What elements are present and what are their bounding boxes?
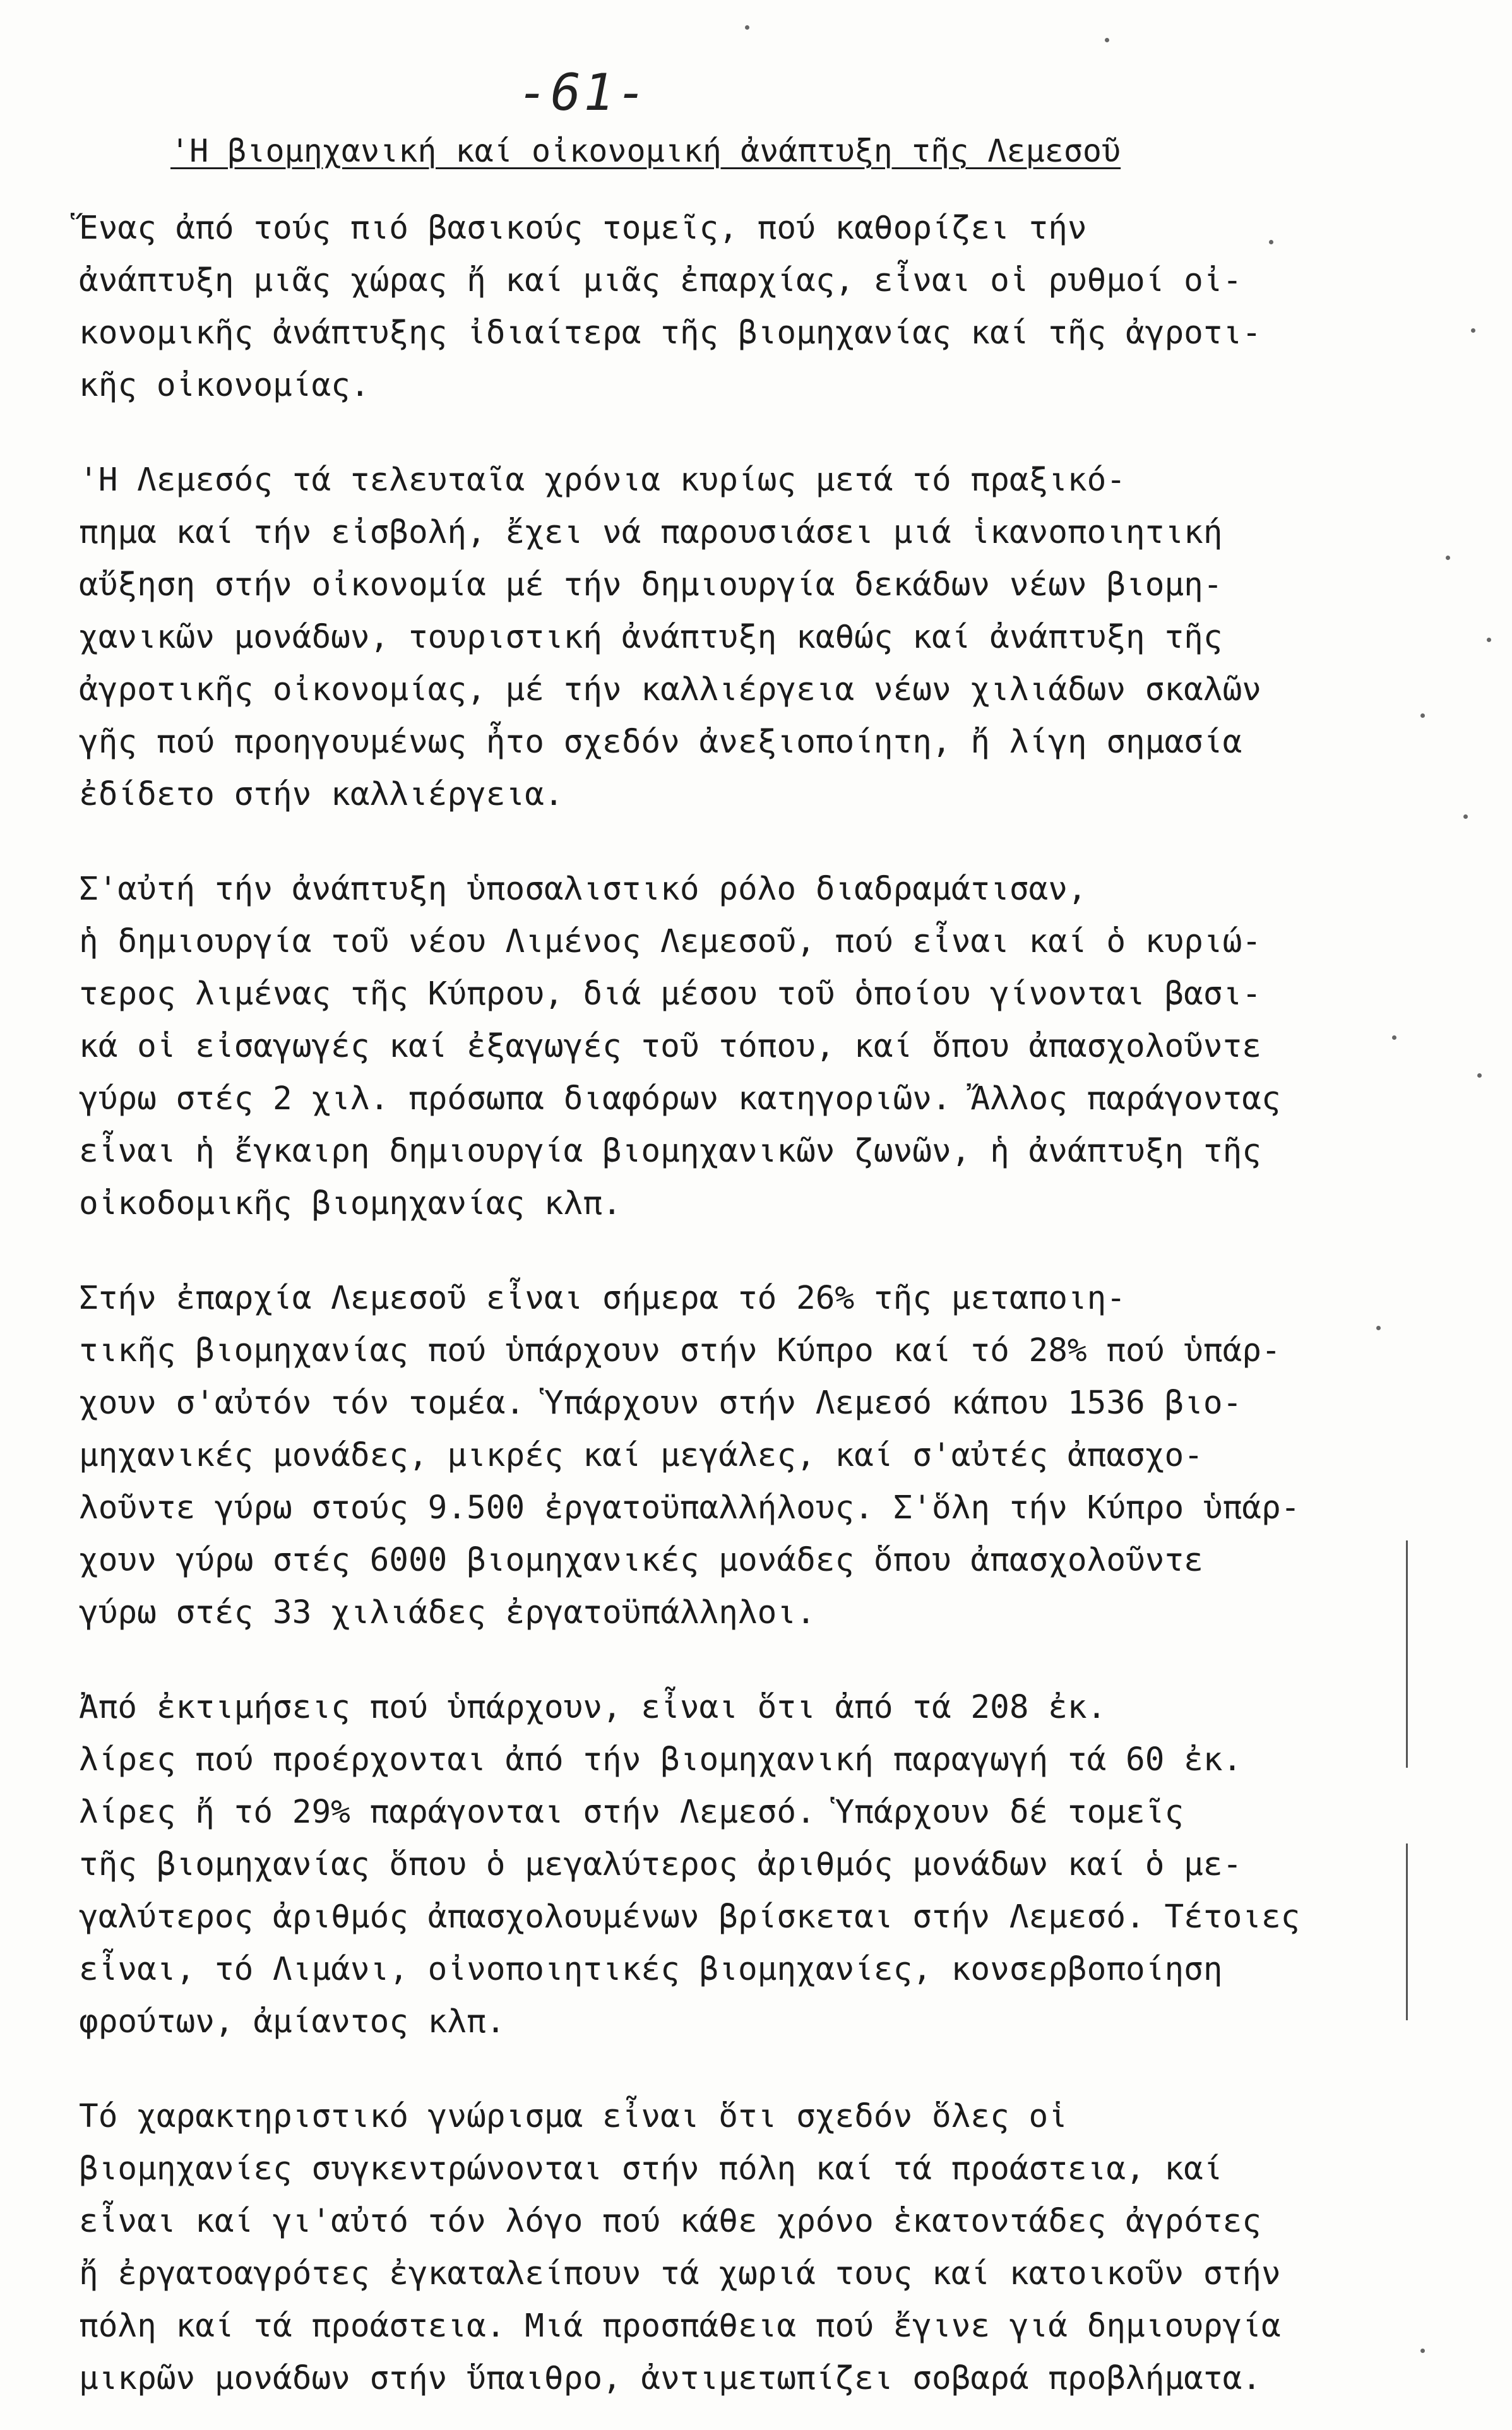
paragraph-2 [79, 454, 1354, 821]
text-line: λίρες ἤ τό 29% παράγονται στήν Λεμεσό. Ὑπάρχουν δέ τομεῖς [79, 1794, 1184, 1831]
text-line: Τό χαρακτηριστικό γνώρισμα εἶναι ὅτι σχεδόν ὅλες οἱ [79, 2098, 1068, 2135]
paragraph-6 [79, 2090, 1354, 2405]
text-line: πόλη καί τά προάστεια. Μιά προσπάθεια πού ἔγινε γιά δημιουργία [79, 2308, 1281, 2345]
paragraph-4 [79, 1272, 1354, 1639]
scan-speck [1105, 38, 1109, 42]
text-line: Ἕνας ἀπό τούς πιό βασικούς τομεῖς, πού καθορίζει τήν [79, 210, 1087, 247]
text-line: 'Η Λεμεσός τά τελευταῖα χρόνια κυρίως μετά τό πραξικό- [79, 462, 1126, 499]
scan-speck [1420, 713, 1425, 718]
scan-speck [1392, 1035, 1396, 1040]
text-line: λοῦντε γύρω στούς 9.500 ἐργατοϋπαλλήλους. Σ'ὅλη τήν Κύπρο ὑπάρ- [79, 1489, 1301, 1527]
text-line: ἐδίδετο στήν καλλιέργεια. [79, 776, 564, 813]
paragraph-1 [79, 202, 1354, 412]
text-line: γύρω στές 2 χιλ. πρόσωπα διαφόρων κατηγοριῶν. Ἄλλος παράγοντας [79, 1080, 1281, 1117]
text-line: ἡ δημιουργία τοῦ νέου Λιμένος Λεμεσοῦ, πού εἶναι καί ὁ κυριώ- [79, 923, 1261, 960]
text-line: ἀγροτικῆς οἰκονομίας, μέ τήν καλλιέργεια νέων χιλιάδων σκαλῶν [79, 671, 1261, 708]
text-line: φρούτων, ἀμίαντος κλπ. [79, 2003, 506, 2040]
scan-speck [1463, 814, 1468, 819]
text-line: μικρῶν μονάδων στήν ὕπαιθρο, ἀντιμετωπίζει σοβαρά προβλήματα. [79, 2360, 1261, 2397]
page-number: -61- [518, 63, 650, 122]
text-line: εἶναι ἡ ἔγκαιρη δημιουργία βιομηχανικῶν ζωνῶν, ἡ ἀνάπτυξη τῆς [79, 1133, 1261, 1170]
document-title: 'Η βιομηχανική καί οἰκονομική ἀνάπτυξη τῆς Λεμεσοῦ [170, 133, 1121, 169]
text-line: χουν γύρω στές 6000 βιομηχανικές μονάδες ὅπου ἀπασχολοῦντε [79, 1542, 1203, 1579]
margin-rule [1406, 1843, 1408, 2020]
document-body [79, 202, 1354, 2430]
text-line: λίρες πού προέρχονται ἀπό τήν βιομηχανική παραγωγή τά 60 ἐκ. [79, 1741, 1242, 1778]
text-line: πημα καί τήν εἰσβολή, ἔχει νά παρουσιάσει μιά ἱκανοποιητική [79, 514, 1223, 551]
scan-speck [1477, 1073, 1482, 1078]
text-line: κῆς οἰκονομίας. [79, 367, 370, 404]
text-line: ἤ ἐργατοαγρότες ἐγκαταλείπουν τά χωριά τους καί κατοικοῦν στήν [79, 2255, 1281, 2292]
text-line: γύρω στές 33 χιλιάδες ἐργατοϋπάλληλοι. [79, 1594, 816, 1631]
text-line: ἀνάπτυξη μιᾶς χώρας ἤ καί μιᾶς ἐπαρχίας, εἶναι οἱ ρυθμοί οἰ- [79, 262, 1242, 299]
scan-speck [1446, 556, 1450, 560]
text-line: Ἀπό ἐκτιμήσεις πού ὑπάρχουν, εἶναι ὅτι ἀπό τά 208 ἐκ. [79, 1689, 1107, 1726]
text-line: κονομικῆς ἀνάπτυξης ἰδιαίτερα τῆς βιομηχανίας καί τῆς ἀγροτι- [79, 314, 1261, 352]
paragraph-3 [79, 863, 1354, 1230]
text-line: μηχανικές μονάδες, μικρές καί μεγάλες, καί σ'αὐτές ἀπασχο- [79, 1437, 1203, 1474]
paragraph-5 [79, 1681, 1354, 2048]
scan-speck [1269, 240, 1273, 244]
margin-rule [1406, 1540, 1408, 1768]
scan-speck [745, 25, 749, 30]
text-line: Στήν ἐπαρχία Λεμεσοῦ εἶναι σήμερα τό 26% τῆς μεταποιη- [79, 1280, 1126, 1317]
text-line: βιομηχανίες συγκεντρώνονται στήν πόλη καί τά προάστεια, καί [79, 2150, 1223, 2188]
scan-speck [1376, 1326, 1381, 1330]
text-line: κά οἱ εἰσαγωγές καί ἐξαγωγές τοῦ τόπου, καί ὅπου ἀπασχολοῦντε [79, 1028, 1261, 1065]
scan-speck [1471, 328, 1475, 333]
text-line: χουν σ'αὐτόν τόν τομέα. Ὑπάρχουν στήν Λεμεσό κάπου 1536 βιο- [79, 1385, 1242, 1422]
text-line: Σ'αὐτή τήν ἀνάπτυξη ὑποσαλιστικό ρόλο διαδραμάτισαν, [79, 871, 1087, 908]
text-line: τερος λιμένας τῆς Κύπρου, διά μέσου τοῦ ὁποίου γίνονται βασι- [79, 975, 1261, 1013]
text-line: χανικῶν μονάδων, τουριστική ἀνάπτυξη καθώς καί ἀνάπτυξη τῆς [79, 619, 1223, 656]
text-line: αὔξηση στήν οἰκονομία μέ τήν δημιουργία δεκάδων νέων βιομη- [79, 566, 1223, 604]
scan-speck [1420, 2349, 1425, 2353]
text-line: εἶναι, τό Λιμάνι, οἰνοποιητικές βιομηχανίες, κονσερβοποίηση [79, 1951, 1223, 1988]
text-line: εἶναι καί γι'αὐτό τόν λόγο πού κάθε χρόνο ἑκατοντάδες ἀγρότες [79, 2203, 1261, 2240]
text-line: γαλύτερος ἀριθμός ἀπασχολουμένων βρίσκεται στήν Λεμεσό. Τέτοιες [79, 1898, 1301, 1936]
text-line: τικῆς βιομηχανίας πού ὑπάρχουν στήν Κύπρο καί τό 28% πού ὑπάρ- [79, 1332, 1281, 1369]
text-line: τῆς βιομηχανίας ὅπου ὁ μεγαλύτερος ἀριθμός μονάδων καί ὁ με- [79, 1846, 1242, 1883]
text-line: οἰκοδομικῆς βιομηχανίας κλπ. [79, 1185, 622, 1222]
text-line: γῆς πού προηγουμένως ἦτο σχεδόν ἀνεξιοποίητη, ἤ λίγη σημασία [79, 724, 1242, 761]
scan-speck [1487, 638, 1491, 642]
